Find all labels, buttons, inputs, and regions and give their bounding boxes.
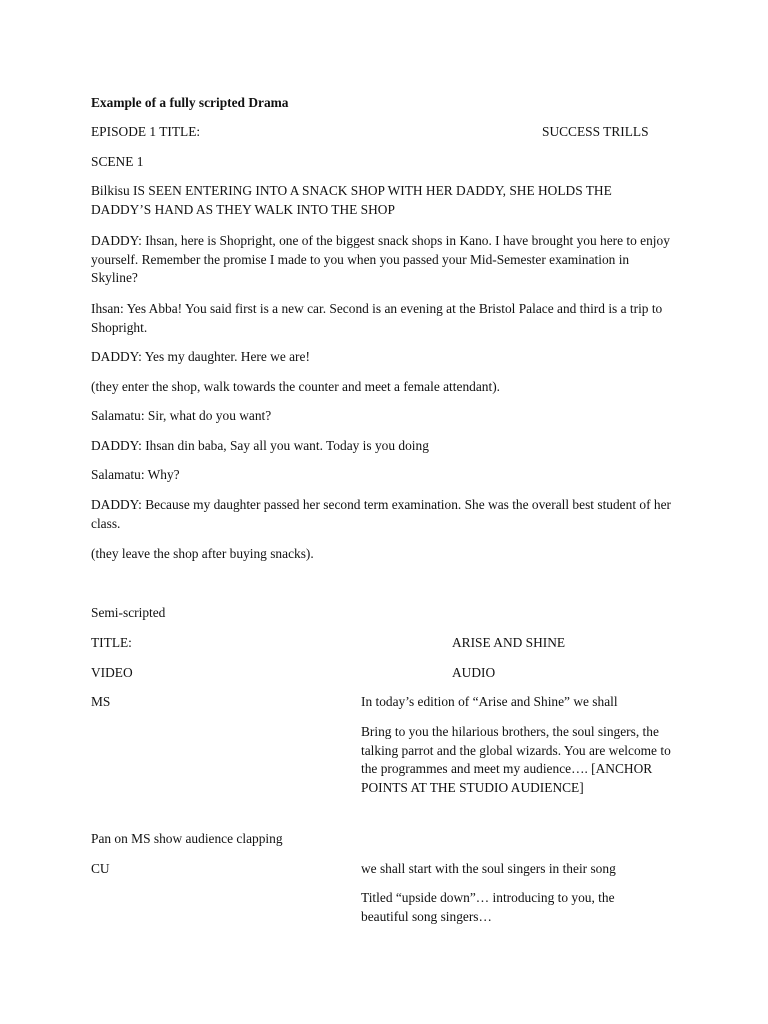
drama-paragraph: (they enter the shop, walk towards the counter and meet a female attendant).	[91, 379, 500, 394]
drama-paragraph: Bilkisu IS SEEN ENTERING INTO A SNACK SHOP WITH HER DADDY, SHE HOLDS THE DADDY’S HAND AS THEY WALK INTO THE SHOP	[91, 183, 612, 217]
video-cell: CU	[91, 861, 110, 876]
drama-paragraph: (they leave the shop after buying snacks).	[91, 546, 314, 561]
video-cell: Pan on MS show audience clapping	[91, 831, 283, 846]
semi-title-label: TITLE:	[91, 635, 132, 650]
drama-paragraph: DADDY: Ihsan, here is Shopright, one of the biggest snack shops in Kano. I have brought you here to enjoy yourself. Remember the promise I made to you when you passed your Mid-Semester examination in Skyline?	[91, 233, 670, 286]
audio-cell: Titled “upside down”… introducing to you, the beautiful song singers…	[361, 890, 615, 924]
semi-title-value: ARISE AND SHINE	[452, 635, 566, 650]
drama-paragraph: Salamatu: Sir, what do you want?	[91, 408, 272, 423]
audio-column-label: AUDIO	[452, 665, 496, 680]
episode-label: EPISODE 1 TITLE:	[91, 124, 201, 139]
drama-heading: Example of a fully scripted Drama	[91, 95, 289, 110]
drama-paragraph: DADDY: Yes my daughter. Here we are!	[91, 349, 310, 364]
audio-cell: In today’s edition of “Arise and Shine” we shall	[361, 694, 618, 709]
semi-scripted-heading: Semi-scripted	[91, 605, 166, 620]
drama-paragraph: DADDY: Because my daughter passed her second term examination. She was the overall best student of her class.	[91, 497, 671, 531]
audio-cell: Bring to you the hilarious brothers, the soul singers, the talking parrot and the global wizards. You are welcome to the programmes and meet my audience…. [ANCHOR POINTS AT THE STUDIO AUDIENCE]	[361, 724, 671, 795]
audio-cell: we shall start with the soul singers in their song	[361, 861, 616, 876]
drama-paragraph: Ihsan: Yes Abba! You said first is a new car. Second is an evening at the Bristol Palace and third is a trip to Shopright.	[91, 301, 663, 335]
drama-paragraph: Salamatu: Why?	[91, 467, 180, 482]
video-cell: MS	[91, 694, 111, 709]
episode-title: SUCCESS TRILLS	[542, 124, 649, 139]
video-column-label: VIDEO	[91, 665, 133, 680]
drama-paragraph: DADDY: Ihsan din baba, Say all you want. Today is you doing	[91, 438, 429, 453]
scene-label: SCENE 1	[91, 154, 144, 169]
